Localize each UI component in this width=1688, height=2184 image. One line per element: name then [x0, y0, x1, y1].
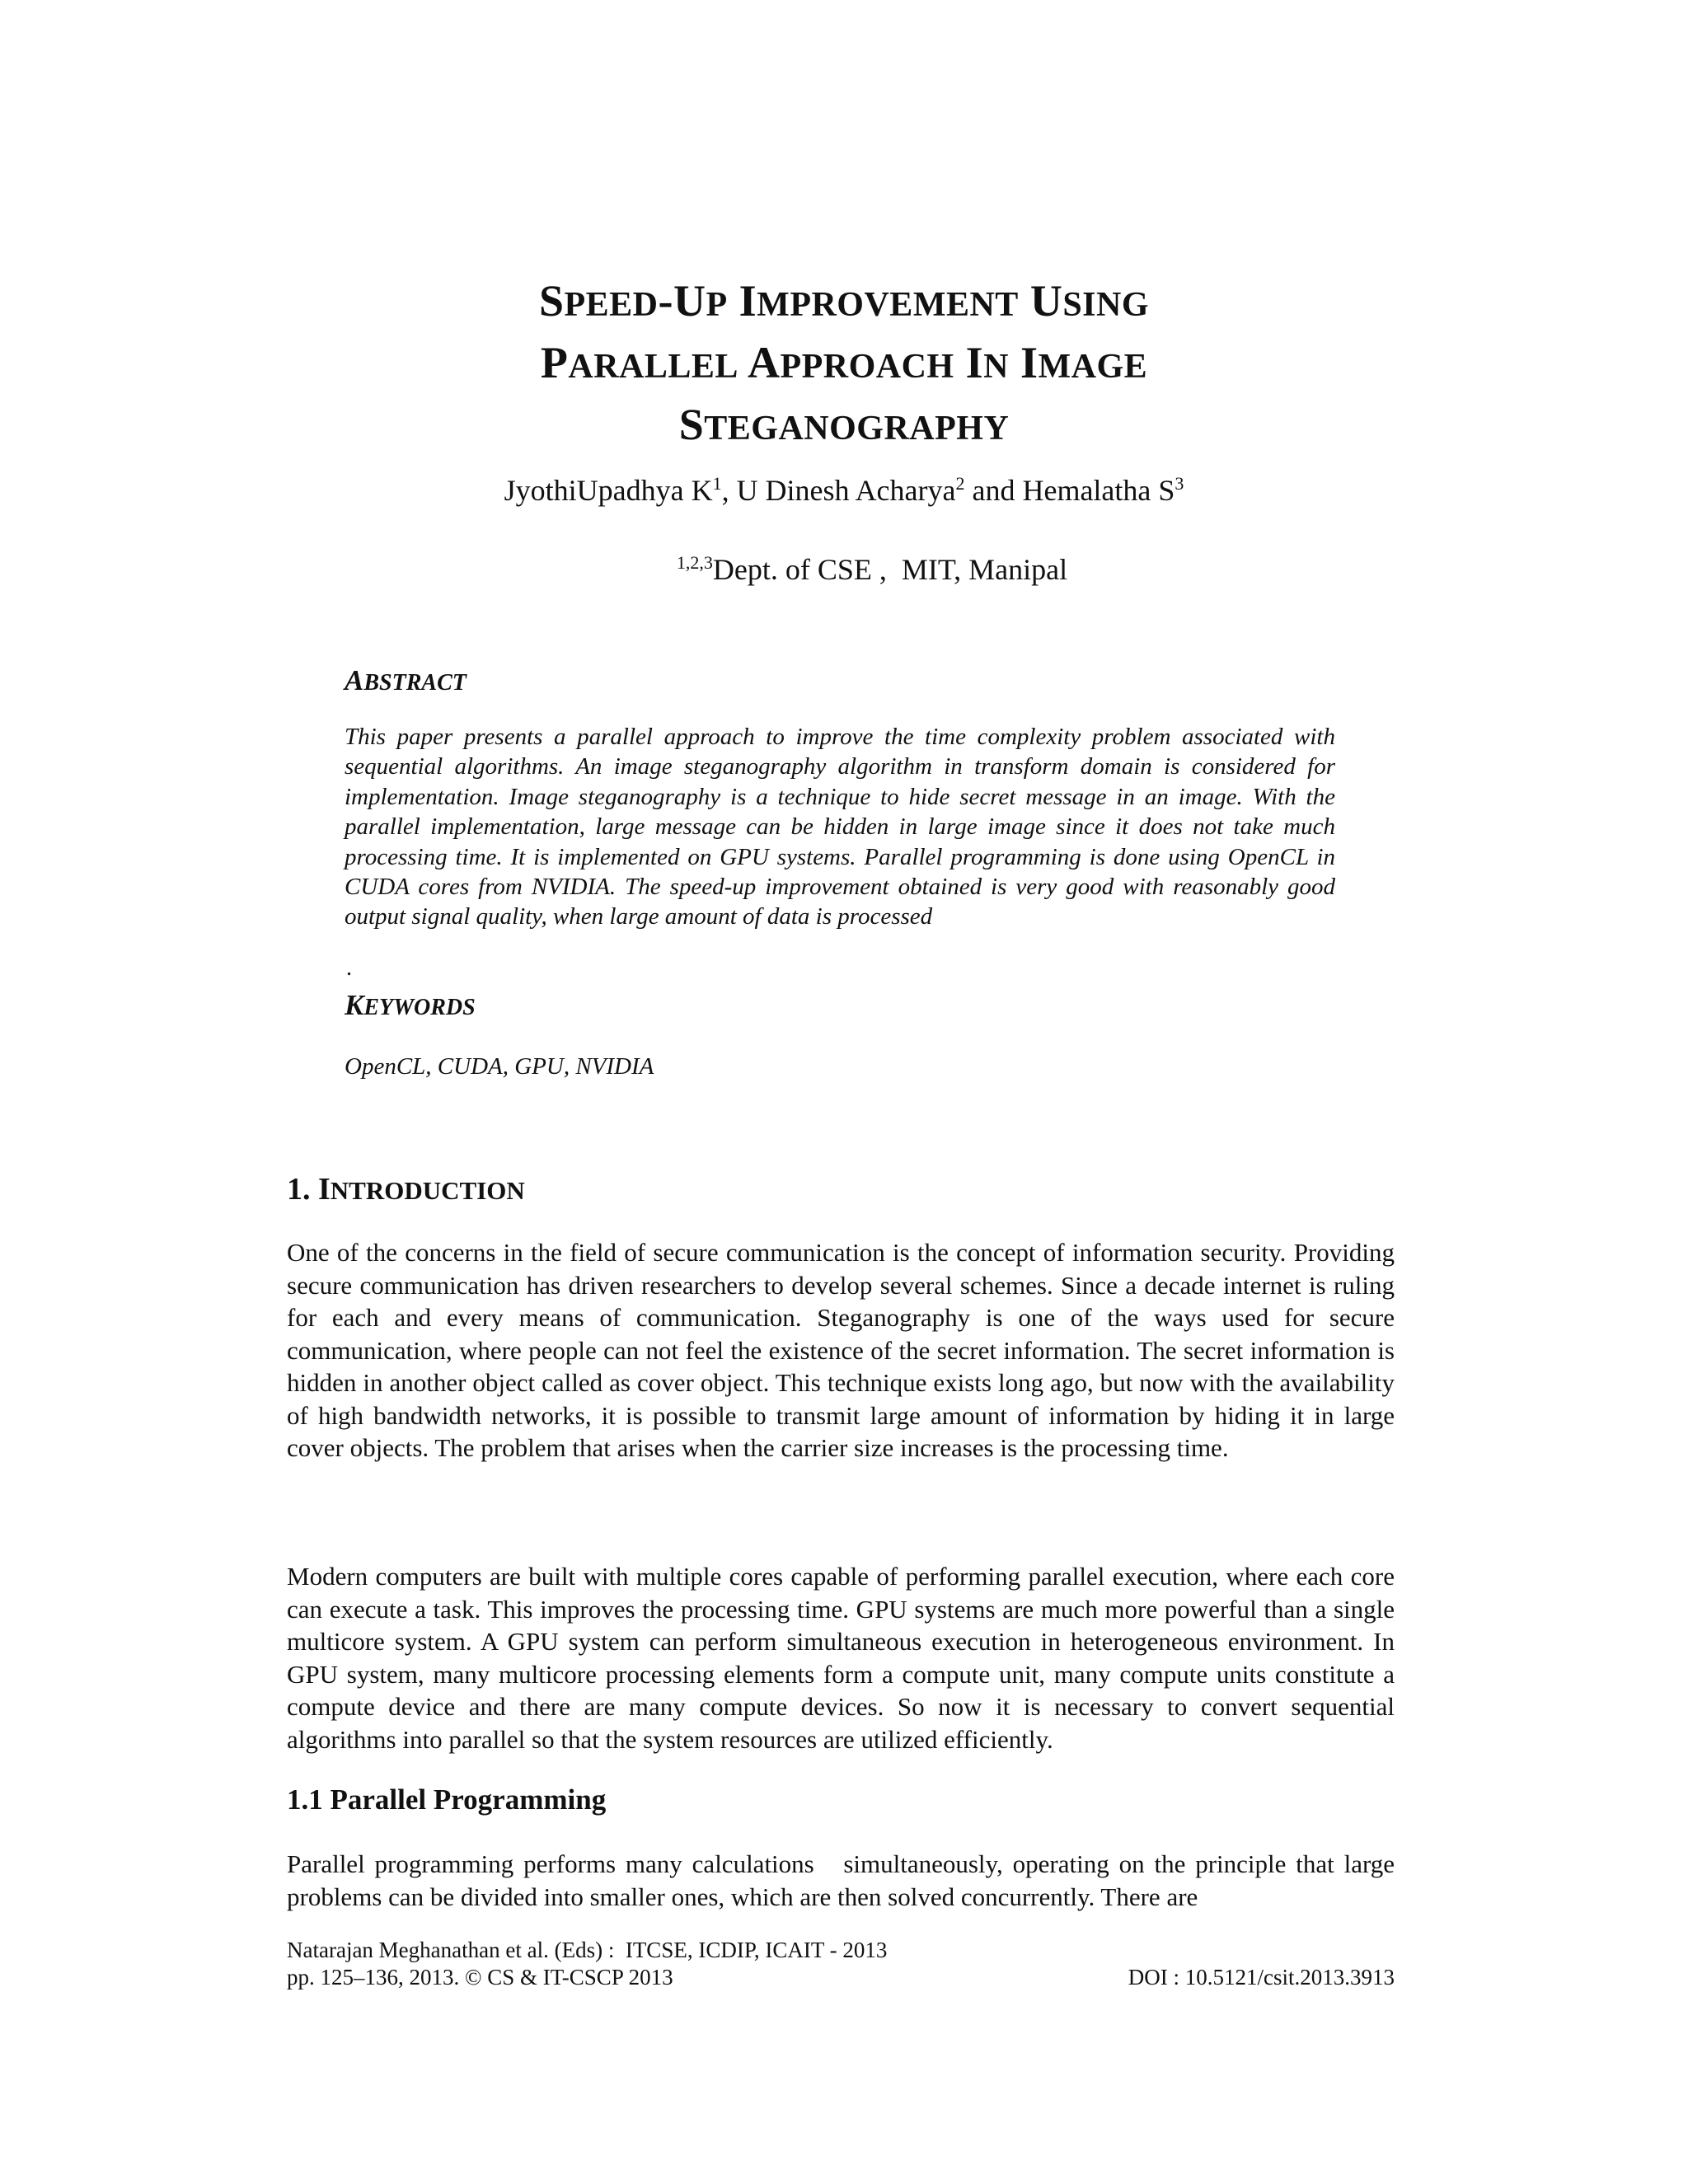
affiliation: $^{1,2,3}$Dept. of CSE , MIT, Manipal — [676, 552, 1068, 586]
subsection-heading: 1.1 Parallel Programming — [287, 1783, 607, 1816]
abstract-heading: ABSTRACT — [345, 664, 467, 696]
abstract-text: This paper presents a parallel approach to improve the time complexity problem associated with sequential algorithms. An image steganography algorithm in transform domain is considered for implementation. Image steganography is a technique to hide secret message in an image. With the parallel implementation, large message can be hidden in large image since it does not take much processing time. It is implemented on GPU systems. Parallel programming is done using OpenCL in CUDA cores from NVIDIA. The speed-up improvement obtained is very good with reasonably good output signal quality, when large amount of data is processed — [345, 724, 1335, 930]
footer-doi: DOI : 10.5121/csit.2013.3913 — [1128, 1965, 1395, 1990]
footer-proceedings: Natarajan Meghanathan et al. (Eds) : ITCSE, ICDIP, ICAIT - 2013 — [287, 1938, 888, 1962]
introduction-paragraph-2: Modern computers are built with multiple cores capable of performing parallel execution, where each core can execute a task. This improves the processing time. GPU systems are much more powerful than a single multicore system. A GPU system can perform simultaneous execution in heterogeneous environment. In GPU system, many multicore processing elements form a compute unit, many compute units constitute a compute device and there are many compute devices. So now it is necessary to convert sequential algorithms into parallel so that the system resources are utilized efficiently. — [287, 1562, 1395, 1754]
subsection-paragraph-1: Parallel programming performs many calculations simultaneously, operating on the principle that large problems can be divided into smaller ones, which are then solved concurrently. There are — [287, 1849, 1401, 1911]
introduction-paragraph-1: One of the concerns in the field of secure communication is the concept of information security. Providing secure communication has driven researchers to develop several schemes. Since a decade internet is ruling for each and every means of communication. Steganography is one of the ways used for secure communication, where people can not feel the existence of the secret information. The secret information is hidden in another object called as cover object. This technique exists long ago, but now with the availability of high bandwidth networks, it is possible to transmit large amount of information by hiding it in large cover objects. The problem that arises when the carrier size increases is the processing time. — [287, 1238, 1395, 1462]
title-line-3: STEGANOGRAPHY — [678, 400, 1010, 449]
keywords-heading: KEYWORDS — [345, 989, 476, 1021]
introduction-heading: 1. INTRODUCTION — [287, 1172, 525, 1207]
footer-page-range: pp. 125–136, 2013. © CS & IT-CSCP 2013 — [287, 1965, 673, 1990]
abstract-trailing-dot: . — [346, 955, 352, 981]
author-list: JyothiUpadhya $K^1$, U Dinesh Acharya$^2$ and Hemalatha $S^3$ — [504, 473, 1184, 507]
footer-pages — [287, 1964, 1395, 1991]
paper-title — [0, 272, 1688, 457]
title-line-1: SPEED-UP IMPROVEMENT USING — [538, 276, 1150, 326]
title-line-2: PARALLEL APPROACH IN IMAGE — [540, 338, 1148, 387]
keywords-text: OpenCL, CUDA, GPU, NVIDIA — [345, 1053, 654, 1080]
